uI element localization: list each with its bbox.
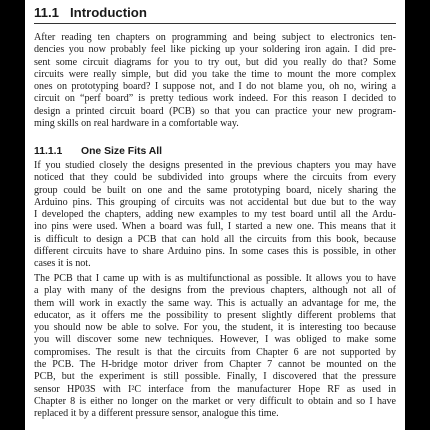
subsection-number: 11.1.1 (34, 146, 63, 157)
text-line: Arduino pins. This grouping of circuits was not accidental but due but to the way (34, 196, 396, 208)
text-line: a play with many of the designs from the previous chapters, although not all of (34, 285, 396, 297)
text-line: ones on prototyping board? I suppose not, and I do not blame you, oh no, wiring a (34, 81, 396, 93)
text-line: them will work in exactly the same way. This is actually an advantage for me, the (34, 297, 396, 309)
text-line: replaced it by a different pressure sensor, analogue this time. (34, 408, 279, 420)
text-line: ming skills on real hardware in a comfortable way. (34, 118, 239, 130)
text-line: After reading ten chapters on programming and being subject to electronics ten- (34, 32, 396, 43)
subsection-title: One Size Fits All (81, 146, 163, 157)
text-line: cases it is not. (34, 258, 91, 270)
text-line: PCB, but the experiment is still possible. Finally, I discovered that the pressure (34, 371, 396, 383)
book-page (25, 0, 405, 430)
section-title: Introduction (70, 5, 147, 20)
text-line: design a printed circuit board (PCB) so that you can practice your new program- (34, 105, 396, 117)
text-line: I developed the chapters, adding new examples to my test board until all the Ardu- (34, 209, 396, 221)
text-line: circuit on “perf board” is pretty tedious work indeed. For this reason I decided to (34, 93, 396, 105)
subsection-heading (34, 146, 396, 158)
text-line: If you studied closely the designs presented in the previous chapters you may have (34, 160, 396, 171)
text-line: you should now be able to solve. For you, the student, it is interesting too because (34, 322, 396, 334)
text-line: ino pins were used. When a board was full, I started a new one. This means that it (34, 221, 396, 233)
text-line: you will discover some new techniques. However, I was obliged to make some (34, 334, 396, 346)
text-line: noticed that they could be subdivided into groups where the circuits from every (34, 172, 396, 184)
text-line: Chapter 8 is either no longer on the market or very difficult to obtain and so I have (34, 395, 396, 407)
heading-rule (34, 23, 396, 24)
text-line: sent some circuit diagrams for you to try out, but did you really do that? Some (34, 56, 396, 68)
text-line: group could be built on one and the same prototyping board, nicely sharing the (34, 184, 396, 196)
section-number: 11.1 (34, 5, 59, 20)
paragraph-intro (34, 32, 396, 130)
paragraph-pcb (34, 273, 396, 421)
text-line: The PCB that I came up with is as multifunctional as possible. It allows you to have (34, 273, 396, 284)
paragraph-grouping (34, 160, 396, 271)
text-line: educator, as it offers me the possibility to present slightly different problems that (34, 309, 396, 321)
text-line: circuits were really simple, but did you take the time to mount the more complex (34, 68, 396, 80)
section-heading (34, 5, 396, 20)
text-line: compromises. The result is that the circuits from Chapter 6 are not supported by (34, 346, 396, 358)
text-line: dencies you now probably feel like picking up your soldering iron again. I did pre- (34, 44, 396, 56)
text-line: different circuits have to share Arduino pins. In some cases this is possible, in other (34, 246, 396, 258)
text-line: the PCB. The H-bridge motor driver from Chapter 7 cannot be mounted on the (34, 359, 396, 371)
text-line: sensor HP03S with I²C interface from the manufacturer Hope RF as used in (34, 383, 396, 395)
text-line: is difficult to design a PCB that can hold all the circuits from this book, because (34, 233, 396, 245)
